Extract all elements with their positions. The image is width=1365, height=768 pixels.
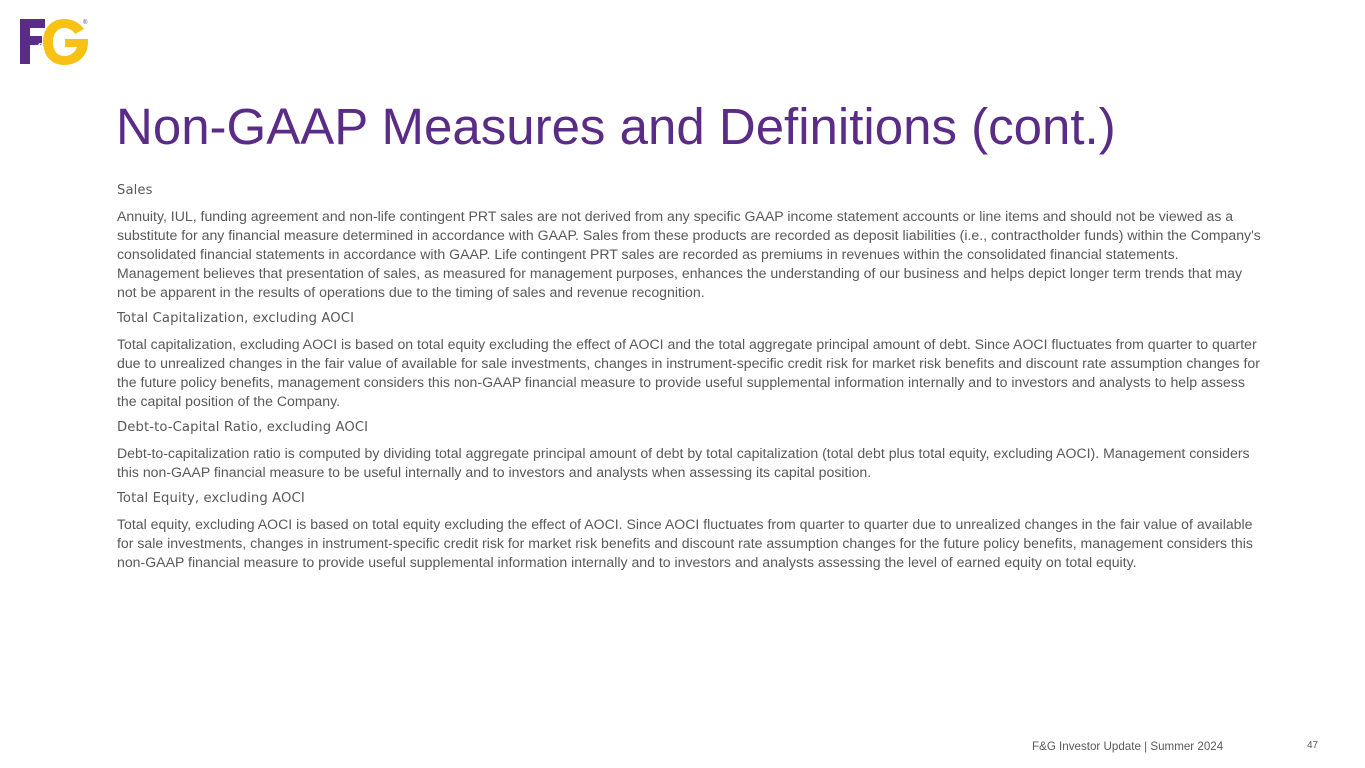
section-heading: Debt-to-Capital Ratio, excluding AOCI xyxy=(117,420,369,435)
section-body: Total equity, excluding AOCI is based on total equity excluding the effect of AOCI. Since AOCI fluctuates from quarter to quarter due to unrealized changes in the fair value of available for sale investments, changes in instrument-specific credit risk for market risk benefits and discount rate assumption changes for the future policy benefits, management considers this non-GAAP financial measure to provide useful supplemental information internally and to investors and analysts assessing the level of earned equity on total equity. xyxy=(117,516,1253,570)
section-body: Total capitalization, excluding AOCI is based on total equity excluding the effect of AOCI and the total aggregate principal amount of debt. Since AOCI fluctuates from quarter to quarter due to unrealized changes in the fair value of available for sale investments, changes in instrument-specific credit risk for market risk benefits and discount rate assumption changes for the future policy benefits, management considers this non-GAAP financial measure to provide useful supplemental information internally and to investors and analysts to help assess the capital position of the Company. xyxy=(117,336,1260,409)
section-heading: Total Equity, excluding AOCI xyxy=(117,491,305,506)
section-heading: Sales xyxy=(117,183,153,198)
logo-ampersand: & xyxy=(36,40,46,55)
company-logo xyxy=(20,17,92,67)
logo-registered-mark: ® xyxy=(83,20,88,26)
definitions-content xyxy=(117,181,1262,579)
section-sales xyxy=(117,181,1262,302)
section-total-capitalization xyxy=(117,309,1262,411)
section-body: Annuity, IUL, funding agreement and non-life contingent PRT sales are not derived from any specific GAAP income statement accounts or line items and should not be viewed as a substitute for any financial measure determined in accordance with GAAP. Sales from these products are recorded as deposit liabilities (i.e., contractholder funds) within the Company's consolidated financial statements in accordance with GAAP. Life contingent PRT sales are recorded as premiums in revenues within the consolidated financial statements. Management believes that presentation of sales, as measured for management purposes, enhances the understanding of our business and helps depict longer term trends that may not be apparent in the results of operations due to the timing of sales and revenue recognition. xyxy=(117,208,1261,300)
footer-text: F&G Investor Update | Summer 2024 xyxy=(1032,740,1224,753)
logo-letter-g xyxy=(43,19,88,65)
section-heading: Total Capitalization, excluding AOCI xyxy=(117,311,355,326)
page-title: Non-GAAP Measures and Definitions (cont.) xyxy=(116,98,1116,155)
section-body: Debt-to-capitalization ratio is computed by dividing total aggregate principal amount of debt by total capitalization (total debt plus total equity, excluding AOCI). Management considers this non-GAAP financial measure to be useful internally and to investors and analysts when assessing its capital position. xyxy=(117,445,1250,480)
page-number: 47 xyxy=(1307,740,1319,751)
section-debt-to-capital xyxy=(117,418,1262,482)
section-total-equity xyxy=(117,489,1262,572)
fg-logo-graphic xyxy=(20,17,92,67)
